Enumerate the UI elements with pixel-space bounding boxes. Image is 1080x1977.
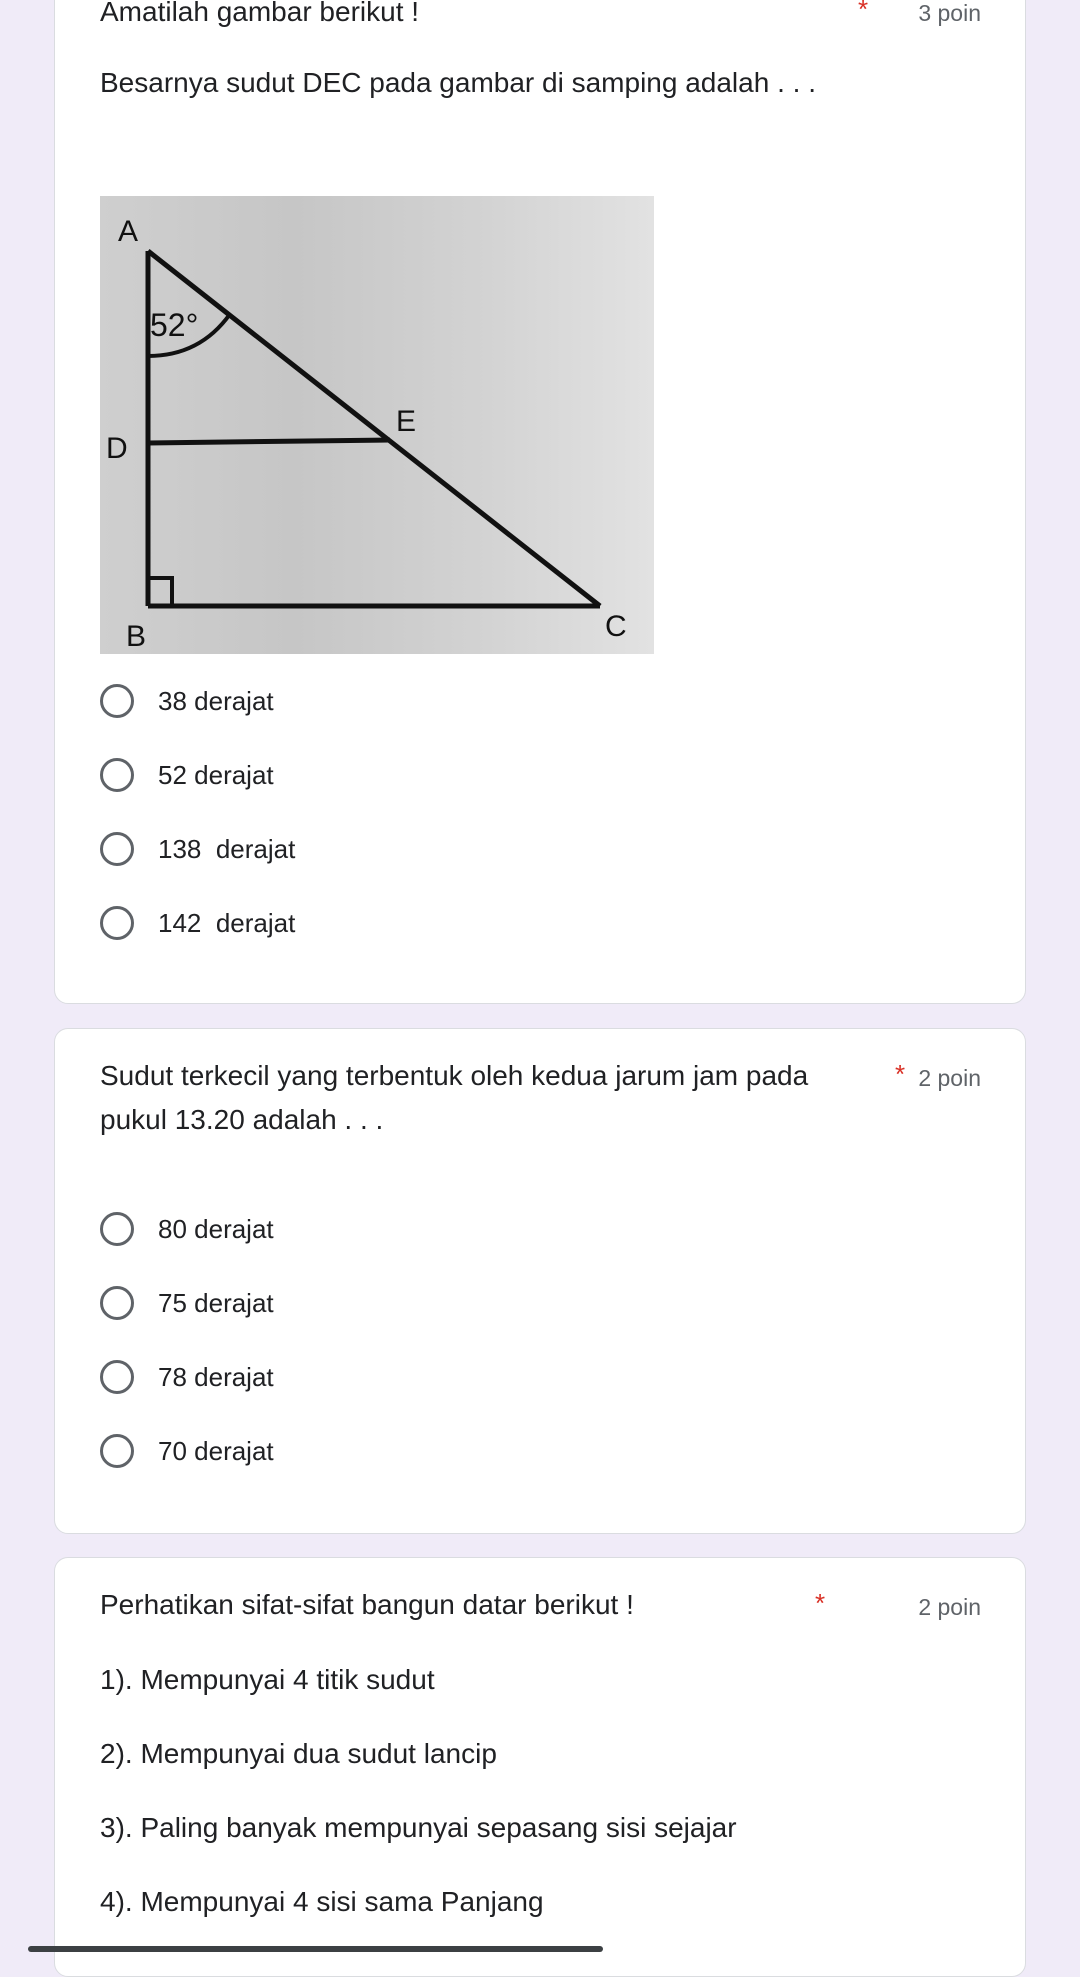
radio-button[interactable] xyxy=(100,832,134,866)
points-label: 2 poin xyxy=(918,1065,981,1091)
option-label: 52 derajat xyxy=(158,759,274,790)
radio-button[interactable] xyxy=(100,906,134,940)
statement-item: 1). Mempunyai 4 titik sudut xyxy=(100,1664,435,1695)
right-angle-mark xyxy=(148,578,172,606)
answer-option[interactable] xyxy=(100,1355,274,1399)
vertex-label-e: E xyxy=(396,405,417,438)
required-marker: * xyxy=(858,0,869,24)
radio-button[interactable] xyxy=(100,684,134,718)
required-marker: * xyxy=(895,1059,906,1089)
radio-button[interactable] xyxy=(100,1212,134,1246)
option-label: 75 derajat xyxy=(158,1287,274,1318)
question-card-3 xyxy=(54,1557,1026,1977)
points-label: 2 poin xyxy=(918,1594,981,1620)
radio-button[interactable] xyxy=(100,1434,134,1468)
answer-option[interactable] xyxy=(100,901,295,945)
option-label: 142 derajat xyxy=(158,907,296,938)
answer-option[interactable] xyxy=(100,1281,274,1325)
segment-de xyxy=(148,440,390,443)
scroll-indicator xyxy=(28,1946,603,1952)
vertex-label-b: B xyxy=(126,620,147,653)
required-marker: * xyxy=(815,1588,826,1618)
question-title: Perhatikan sifat-sifat bangun datar berikut ! xyxy=(100,1589,634,1620)
answer-option[interactable] xyxy=(100,753,274,797)
question-title-continued: pukul 13.20 adalah . . . xyxy=(100,1104,384,1135)
answer-option[interactable] xyxy=(100,827,295,871)
answer-option[interactable] xyxy=(100,679,274,723)
statement-item: 3). Paling banyak mempunyai sepasang sisi sejajar xyxy=(100,1812,737,1843)
vertex-label-c: C xyxy=(605,610,627,643)
angle-label: 52° xyxy=(150,307,199,343)
points-label: 3 poin xyxy=(918,0,981,26)
statement-item: 4). Mempunyai 4 sisi sama Panjang xyxy=(100,1886,544,1917)
answer-option[interactable] xyxy=(100,1429,274,1473)
triangle-figure xyxy=(100,196,654,654)
statement-item: 2). Mempunyai dua sudut lancip xyxy=(100,1738,497,1769)
question-description: Besarnya sudut DEC pada gambar di samping adalah . . . xyxy=(100,67,816,98)
triangle-diagram xyxy=(100,196,654,654)
question-title: Sudut terkecil yang terbentuk oleh kedua jarum jam pada xyxy=(100,1060,809,1091)
radio-button[interactable] xyxy=(100,758,134,792)
question-card-1 xyxy=(54,0,1026,1004)
option-label: 38 derajat xyxy=(158,685,274,716)
option-label: 70 derajat xyxy=(158,1435,274,1466)
option-label: 138 derajat xyxy=(158,833,296,864)
option-label: 80 derajat xyxy=(158,1213,274,1244)
radio-button[interactable] xyxy=(100,1286,134,1320)
answer-option[interactable] xyxy=(100,1207,274,1251)
question-title: Amatilah gambar berikut ! xyxy=(100,0,420,27)
vertex-label-a: A xyxy=(118,215,139,248)
radio-button[interactable] xyxy=(100,1360,134,1394)
side-ac xyxy=(148,251,600,606)
question-card-2 xyxy=(54,1028,1026,1534)
option-label: 78 derajat xyxy=(158,1361,274,1392)
vertex-label-d: D xyxy=(106,432,128,465)
